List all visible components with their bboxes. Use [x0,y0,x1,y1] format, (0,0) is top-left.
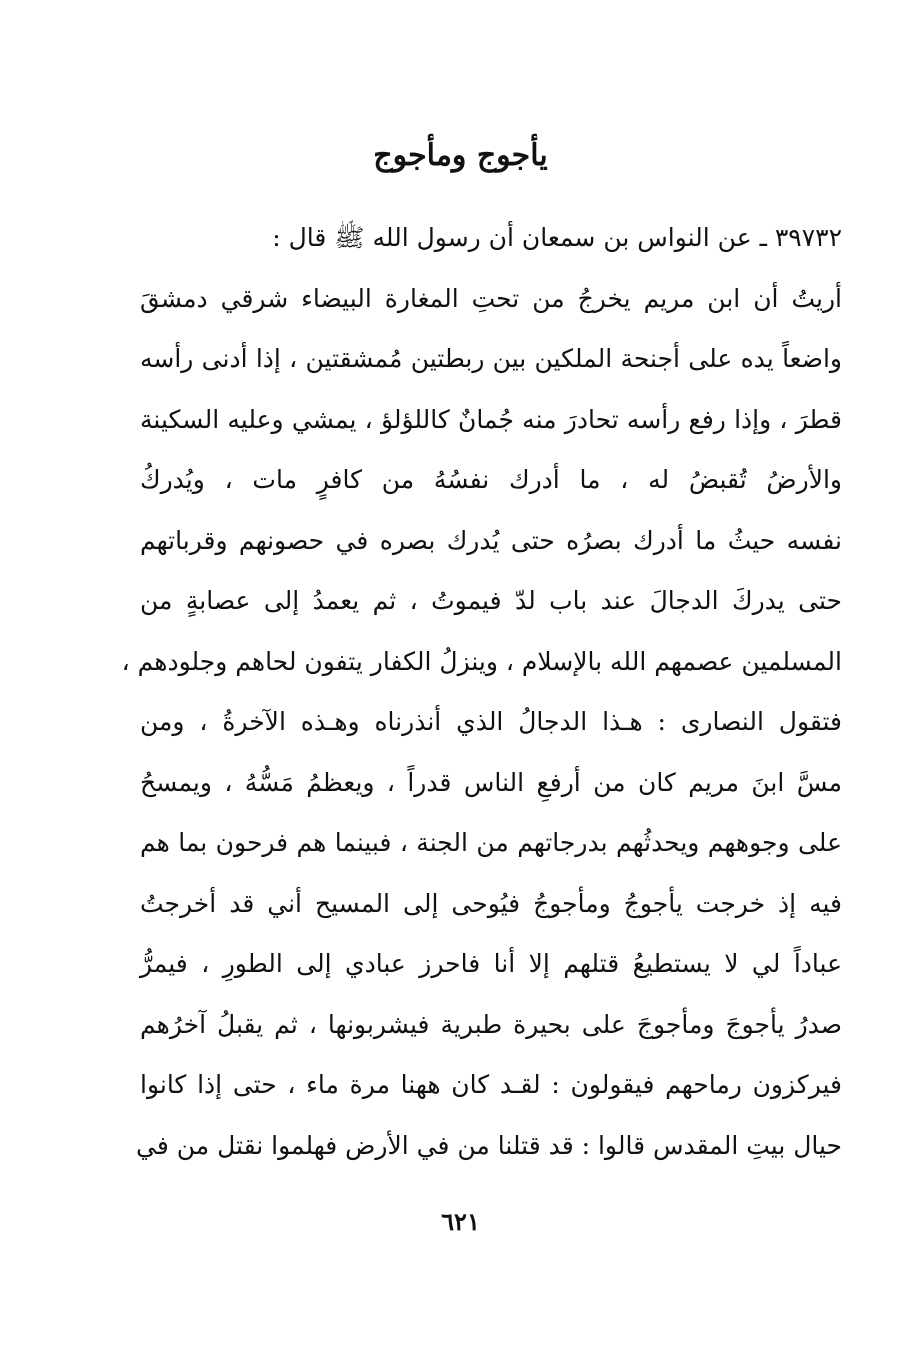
text-line-14: صدرُ يأجوجَ ومأجوجَ على بحيرة طبرية فيشربونها ، ثم يقبلُ آخرُهم [140,1009,842,1039]
text-line-1: ٣٩٧٣٢ ـ عن النواس بن سمعان أن رسول الله ﷺ قال : [272,223,842,252]
text-line-2: أريتُ أن ابن مريم يخرجُ من تحتِ المغارة البيضاء شرقي دمشقَ [140,283,842,313]
page-title: يأجوج ومأجوج [373,138,548,173]
text-line-10: مسَّ ابنَ مريم كان من أرفعِ الناس قدراً ، ويعظمُ مَسُّهُ ، ويمسحُ [140,767,842,797]
text-line-4: قطرَ ، وإذا رفع رأسه تحادرَ منه جُمانٌ كاللؤلؤ ، يمشي وعليه السكينة [140,404,842,434]
text-line-7: حتى يدركَ الدجالَ عند باب لدّ فيموتُ ، ثم يعمدُ إلى عصابةٍ من [140,586,842,615]
text-line-6: نفسه حيثُ ما أدرك بصرُه حتى يُدرك بصره في حصونهم وقرباتهم [140,525,842,555]
page-number: ٦٢١ [441,1207,480,1236]
text-line-11: على وجوههم ويحدثُهم بدرجاتهم من الجنة ، فبينما هم فرحون بما هم [140,828,842,857]
text-line-12: فيه إذ خرجت يأجوجُ ومأجوجُ فيُوحى إلى المسيح أني قد أخرجتُ [140,888,842,918]
text-line-15: فيركزون رماحهم فيقولون : لقـد كان ههنا مرة ماء ، حتى إذا كانوا [140,1070,842,1099]
text-line-16: حيال بيتِ المقدس قالوا : قد قتلنا من في الأرض فهلموا نقتل من في [136,1130,842,1160]
text-line-8: المسلمين عصمهم الله بالإسلام ، وينزلُ الكفار يتفون لحاهم وجلودهم ، [121,646,842,676]
text-line-9: فتقول النصارى : هـذا الدجالُ الذي أنذرناه وهـذه الآخرةُ ، ومن [140,707,842,736]
text-line-13: عباداً لي لا يستطيعُ قتلهم إلا أنا فاحرز عبادي إلى الطورِ ، فيمرُّ [140,949,842,978]
text-line-5: والأرضُ تُقبضُ له ، ما أدرك نفسُهُ من كافرٍ مات ، ويُدركُ [140,465,842,494]
hadith-text [121,208,842,1176]
text-line-3: واضعاً يده على أجنحة الملكين بين ربطتين مُمشقتين ، إذا أدنى رأسه [140,344,842,373]
